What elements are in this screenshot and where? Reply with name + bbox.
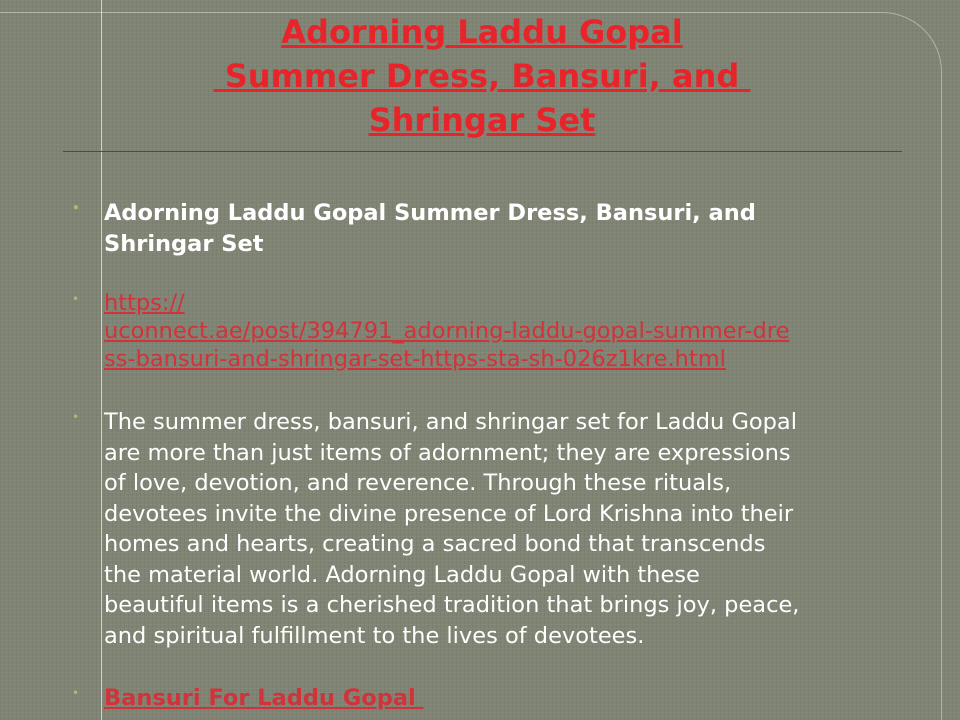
paragraph-line: the material world. Adorning Laddu Gopal with these (104, 561, 700, 588)
bullet-icon: • (72, 201, 80, 215)
paragraph-line: devotees invite the divine presence of Lord Krishna into their (104, 500, 794, 527)
url-line[interactable]: uconnect.ae/post/394791_adorning-laddu-gopal-summer-dre (104, 318, 790, 344)
heading-text (104, 198, 900, 259)
heading-line: Adorning Laddu Gopal Summer Dress, Bansuri, and (104, 200, 756, 226)
paragraph-line: The summer dress, bansuri, and shringar set for Laddu Gopal (104, 409, 797, 435)
bansuri-link[interactable]: Bansuri For Laddu Gopal (104, 685, 424, 711)
post-url-link[interactable] (104, 289, 900, 373)
paragraph-line: homes and hearts, creating a sacred bond that transcends (104, 531, 766, 557)
heading-line: Shringar Set (104, 230, 264, 257)
title-line: Shringar Set (368, 101, 596, 139)
list-item-paragraph (70, 407, 900, 651)
bullet-icon: • (72, 292, 80, 306)
list-item-url (70, 289, 900, 373)
title-line: Summer Dress, Bansuri, and (213, 57, 751, 95)
title-line: Adorning Laddu Gopal (281, 13, 683, 51)
bullet-icon: • (72, 410, 80, 424)
url-line[interactable]: ss-bansuri-and-shringar-set-https-sta-sh-026z1kre.html (104, 346, 726, 372)
paragraph-line: and spiritual fulfillment to the lives of devotees. (104, 622, 645, 649)
paragraph-line: of love, devotion, and reverence. Through these rituals, (104, 470, 732, 496)
paragraph-line: beautiful items is a cherished tradition that brings joy, peace, (104, 592, 800, 618)
url-line[interactable]: https:// (104, 290, 185, 316)
list-item-bansuri (70, 683, 900, 714)
list-item-heading (70, 198, 900, 259)
paragraph-line: are more than just items of adornment; they are expressions (104, 439, 791, 466)
title-divider (63, 151, 902, 152)
description-paragraph (104, 407, 900, 651)
bullet-icon: • (72, 686, 80, 700)
slide-title (100, 10, 864, 142)
bullet-list (70, 198, 900, 714)
